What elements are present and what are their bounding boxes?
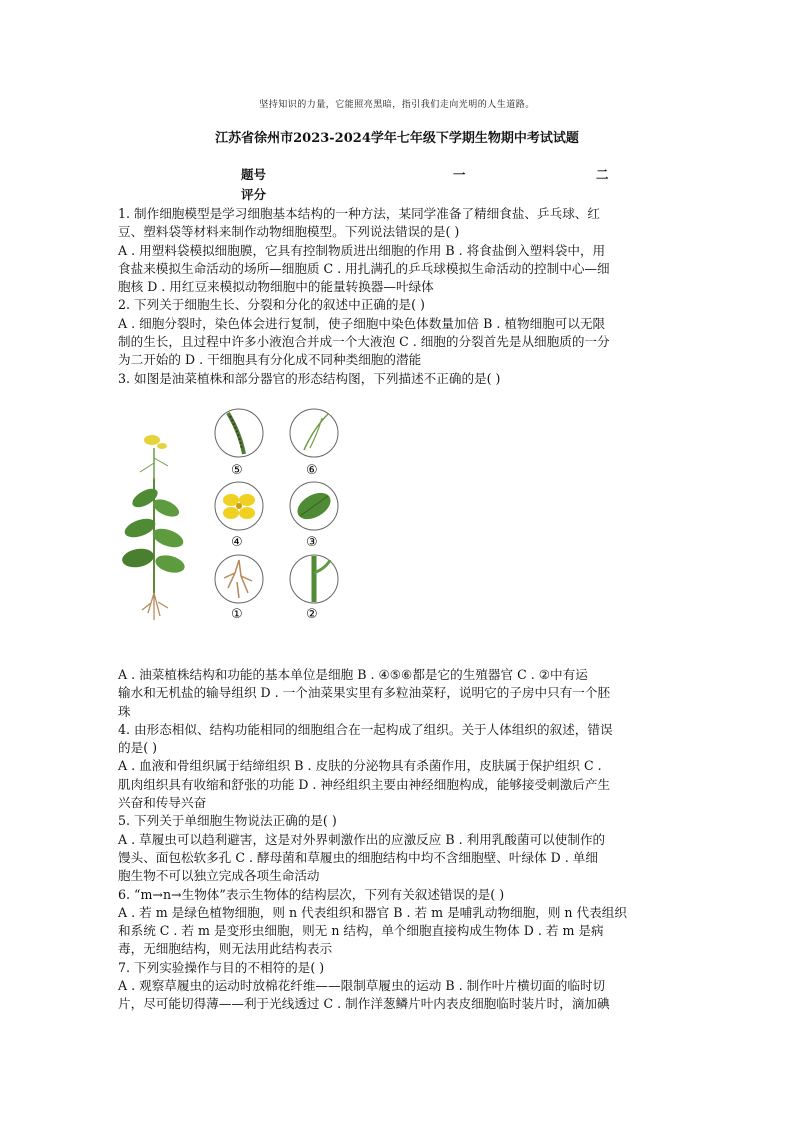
question-6: 6. “m→n→生物体”表示生物体的结构层次，下列有关叙述错误的是( ) [118, 886, 505, 902]
organ-fruit-circle [215, 409, 263, 457]
question-options: 为二开始的 D . 干细胞具有分化成不同种类细胞的潜能 [118, 352, 422, 368]
question-options: A . 油菜植株结构和功能的基本单位是细胞 B . ④⑤⑥都是它的生殖器官 C . ②中有运 [118, 666, 588, 682]
question-4: 4. 由形态相似、结构功能相同的细胞组合在一起构成了组织。关于人体组织的叙述，错误 [118, 721, 613, 737]
question-content [118, 205, 678, 1014]
score-table-label: 题号 [241, 167, 267, 182]
question-1: 1. 制作细胞模型是学习细胞基本结构的一种方法，某同学准备了精细食盐、乒乓球、红 [118, 206, 600, 221]
question-options: 肌肉组织具有收缩和舒张的功能 D . 神经组织主要由神经细胞构成，能够接受刺激后产生 [118, 776, 611, 792]
question-options: A . 草履虫可以趋利避害，这是对外界刺激作出的应激反应 B . 利用乳酸菌可以使制作的 [118, 831, 606, 847]
question-options: 和系统 C . 若 m 是变形虫细胞，则无 n 结构，单个细胞直接构成生物体 D . 若 m 是病 [118, 923, 604, 939]
question-options: A . 观察草履虫的运动时放棉花纤维——限制草履虫的运动 B . 制作叶片横切面的临时切 [118, 978, 606, 994]
rapeseed-plant-drawing [121, 435, 187, 620]
question-options: 制的生长，且过程中许多小液泡合并成一个大液泡 C . 细胞的分裂首先是从细胞质的一分 [118, 334, 610, 350]
question-options: 胞核 D . 用红豆来模拟动物细胞中的能量转换器—叶绿体 [118, 279, 434, 295]
figure-label-1: ① [231, 606, 243, 622]
question-options: 片，尽可能切得薄——利于光线透过 C . 制作洋葱鳞片叶内表皮细胞临时装片时，滴加碘 [118, 996, 610, 1012]
question-options: 馒头、面包松软多孔 C . 酵母菌和草履虫的细胞结构中均不含细胞壁、叶绿体 D . 单细 [118, 849, 598, 865]
figure-label-6: ⑥ [306, 462, 318, 478]
question-options: 输水和无机盐的输导组织 D . 一个油菜果实里有多粒油菜籽，说明它的子房中只有一个胚 [118, 685, 611, 701]
question-options: 胞生物不可以独立完成各项生命活动 [118, 868, 320, 884]
question-5: 5. 下列关于单细胞生物说法正确的是( ) [118, 813, 337, 829]
organ-stem-circle [290, 555, 338, 603]
organ-seed-circle [290, 409, 338, 457]
page-title: 江苏省徐州市2023-2024学年七年级下学期生物期中考试试题 [215, 131, 579, 146]
figure-label-3: ③ [306, 534, 318, 550]
question-options: A . 细胞分裂时，染色体会进行复制，使子细胞中染色体数量加倍 B . 植物细胞可以无限 [118, 315, 606, 331]
motto-header: 坚持知识的力量，它能照亮黑暗，指引我们走向光明的人生道路。 [259, 100, 535, 110]
question-3: 3. 如图是油菜植株和部分器官的形态结构图，下列描述不正确的是( ) [118, 370, 501, 386]
question-options: A . 血液和骨组织属于结缔组织 B . 皮肤的分泌物具有杀菌作用，皮肤属于保护组织 C . [118, 758, 602, 774]
question-2: 2. 下列关于细胞生长、分裂和分化的叙述中正确的是( ) [118, 297, 425, 313]
organ-root-circle [215, 555, 263, 603]
score-table-score-row [118, 185, 678, 205]
question-7: 7. 下列实验操作与目的不相符的是( ) [118, 959, 325, 975]
question-options: 珠 [118, 703, 131, 719]
question-line: 豆、塑料袋等材料来制作动物细胞模型。下列说法错误的是( ) [118, 224, 460, 240]
rapeseed-figure [118, 388, 678, 666]
question-options: 毒，无细胞结构，则无法用此结构表示 [118, 941, 333, 957]
figure-label-4: ④ [231, 534, 243, 550]
score-table-col1: 一 [453, 167, 466, 182]
score-table-header-row [118, 165, 678, 185]
score-table [118, 165, 678, 205]
question-options: A . 用塑料袋模拟细胞膜，它具有控制物质进出细胞的作用 B . 将食盐倒入塑料袋中，用 [118, 242, 606, 258]
figure-label-2: ② [306, 606, 318, 622]
organ-flower-circle [215, 482, 263, 530]
question-options: 食盐来模拟生命活动的场所—细胞质 C . 用扎满孔的乒乓球模拟生命活动的控制中心—细 [118, 260, 610, 276]
figure-label-5: ⑤ [231, 462, 243, 478]
question-options: 兴奋和传导兴奋 [118, 795, 207, 811]
question-line: 的是( ) [118, 740, 158, 756]
score-table-score-label: 评分 [241, 187, 267, 202]
organ-leaf-circle [290, 482, 338, 530]
question-options: A . 若 m 是绿色植物细胞，则 n 代表组织和器官 B . 若 m 是哺乳动物细胞，则 n 代表组织 [118, 904, 627, 920]
rapeseed-illustration [118, 388, 358, 666]
score-table-col2: 二 [596, 167, 609, 182]
